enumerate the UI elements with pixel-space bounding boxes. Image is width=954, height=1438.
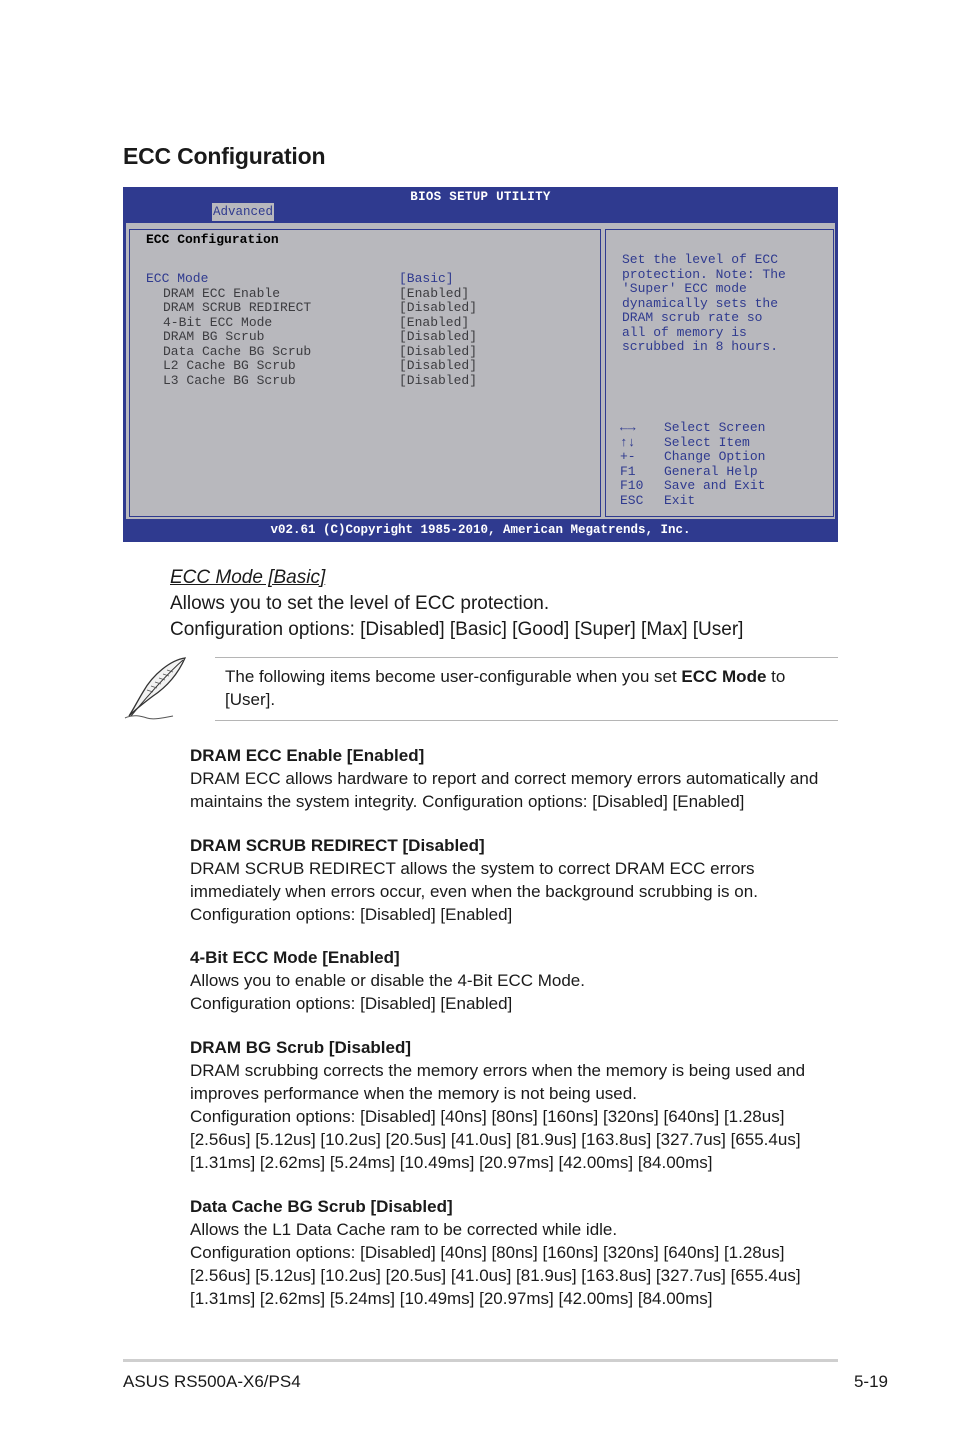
item-description-line: Configuration options: [Disabled] [40ns] [80ns] [160ns] [320ns] [640ns] [1.28us] xyxy=(190,1243,785,1262)
item-description-line: DRAM ECC allows hardware to report and correct memory errors automatically and xyxy=(190,769,819,788)
bios-option-label[interactable]: DRAM ECC Enable xyxy=(163,285,281,301)
ecc-mode-heading: ECC Mode [Basic] xyxy=(170,567,326,588)
key-action: Exit xyxy=(664,492,696,508)
item-description-line: improves performance when the memory is not being used. xyxy=(190,1084,637,1103)
key-label: ←→ xyxy=(620,420,636,435)
bios-header-title: BIOS SETUP UTILITY xyxy=(410,190,551,204)
bios-help-panel xyxy=(605,229,834,517)
bios-screenshot xyxy=(123,187,838,542)
item-heading: DRAM BG Scrub [Disabled] xyxy=(190,1038,412,1057)
bios-option-value[interactable]: [Enabled] xyxy=(399,285,470,301)
item-heading: DRAM SCRUB REDIRECT [Disabled] xyxy=(190,836,485,855)
bios-key-hint xyxy=(620,449,765,464)
ecc-mode-options: Configuration options: [Disabled] [Basic] [Good] [Super] [Max] [User] xyxy=(170,619,744,640)
item-description-line: immediately when errors occur, even when the background scrubbing is on. xyxy=(190,882,758,901)
bios-help-line: protection. Note: The xyxy=(622,266,786,282)
bios-key-hint xyxy=(620,435,750,450)
feather-pen-icon xyxy=(123,652,191,722)
note-text-after: to xyxy=(766,667,786,686)
item-description-line: Configuration options: [Disabled] [Enabled] xyxy=(190,905,513,924)
key-label: F10 xyxy=(620,478,644,493)
item-description-line: [2.56us] [5.12us] [10.2us] [20.5us] [41.0us] [81.9us] [163.8us] [327.7us] [655.4us] xyxy=(190,1130,801,1149)
bios-option-label[interactable]: Data Cache BG Scrub xyxy=(163,343,312,359)
item-description-line: Configuration options: [Disabled] [40ns] [80ns] [160ns] [320ns] [640ns] [1.28us] xyxy=(190,1107,785,1126)
item-heading: DRAM ECC Enable [Enabled] xyxy=(190,746,425,765)
note-text-line2: [User]. xyxy=(225,690,276,709)
note-text-before: The following items become user-configurable when you set xyxy=(225,667,682,686)
bios-option-value[interactable]: [Basic] xyxy=(399,271,454,286)
note-text xyxy=(225,665,835,711)
bios-option-value[interactable]: [Disabled] xyxy=(399,358,478,373)
key-action: Change Option xyxy=(664,449,766,464)
bios-option-value[interactable]: [Disabled] xyxy=(399,372,478,388)
bios-help-line: all of memory is xyxy=(622,324,747,340)
bios-option-value[interactable]: [Disabled] xyxy=(399,343,478,359)
bios-body xyxy=(126,223,835,519)
bios-option-label[interactable]: ECC Mode xyxy=(146,271,209,286)
key-label: +- xyxy=(620,449,636,464)
item-description-line: DRAM SCRUB REDIRECT allows the system to correct DRAM ECC errors xyxy=(190,859,755,878)
bios-help-line: Set the level of ECC xyxy=(622,252,779,267)
item-heading: 4-Bit ECC Mode [Enabled] xyxy=(190,948,400,967)
bios-key-hint xyxy=(620,464,758,479)
panel-title: ECC Configuration xyxy=(146,232,279,247)
bios-key-hint xyxy=(620,493,695,508)
bios-help-line: dynamically sets the xyxy=(622,295,779,311)
footer-page-number: 5-19 xyxy=(853,1372,888,1391)
key-action: General Help xyxy=(664,463,758,479)
bios-help-line: scrubbed in 8 hours. xyxy=(622,339,779,354)
item-description-line: DRAM scrubbing corrects the memory errors when the memory is being used and xyxy=(190,1061,806,1080)
item-description-line: [2.56us] [5.12us] [10.2us] [20.5us] [41.0us] [81.9us] [163.8us] [327.7us] [655.4us] xyxy=(190,1266,801,1285)
item-heading: Data Cache BG Scrub [Disabled] xyxy=(190,1197,453,1216)
bios-option-value[interactable]: [Disabled] xyxy=(399,329,478,344)
bios-help-line: DRAM scrub rate so xyxy=(622,310,763,325)
bios-key-hint xyxy=(620,478,765,493)
bios-option-label[interactable]: DRAM BG Scrub xyxy=(163,329,265,344)
bios-key-hint xyxy=(620,420,765,435)
item-description-line: [1.31ms] [2.62ms] [5.24ms] [10.49ms] [20.97ms] [42.00ms] [84.00ms] xyxy=(190,1289,713,1308)
bios-help-line: 'Super' ECC mode xyxy=(622,281,747,296)
key-action: Select Screen xyxy=(664,420,766,435)
page-title: ECC Configuration xyxy=(123,143,326,169)
bios-option-label[interactable]: L3 Cache BG Scrub xyxy=(163,372,296,388)
tab-advanced[interactable]: Advanced xyxy=(213,205,274,219)
ecc-mode-description: Allows you to set the level of ECC protection. xyxy=(170,593,550,614)
bios-option-label[interactable]: 4-Bit ECC Mode xyxy=(163,314,273,330)
key-action: Select Item xyxy=(664,434,750,450)
note-bottom-rule xyxy=(215,720,838,721)
item-description-line: Configuration options: [Disabled] [Enabled] xyxy=(190,994,513,1013)
footer-model: ASUS RS500A-X6/PS4 xyxy=(123,1372,301,1391)
note-top-rule xyxy=(215,657,838,658)
item-description-line: maintains the system integrity. Configuration options: [Disabled] [Enabled] xyxy=(190,792,745,811)
footer-rule xyxy=(123,1359,838,1362)
key-action: Save and Exit xyxy=(664,478,766,493)
item-description-line: Allows the L1 Data Cache ram to be corrected while idle. xyxy=(190,1220,618,1239)
bios-option-label[interactable]: DRAM SCRUB REDIRECT xyxy=(163,300,312,315)
bios-options-panel xyxy=(129,229,601,517)
bios-option-value[interactable]: [Disabled] xyxy=(399,300,478,315)
key-label: ESC xyxy=(620,492,644,508)
note-text-bold: ECC Mode xyxy=(681,667,767,686)
item-description-line: [1.31ms] [2.62ms] [5.24ms] [10.49ms] [20.97ms] [42.00ms] [84.00ms] xyxy=(190,1153,713,1172)
key-label: ↑↓ xyxy=(620,434,636,450)
bios-option-value[interactable]: [Enabled] xyxy=(399,314,470,330)
bios-option-label[interactable]: L2 Cache BG Scrub xyxy=(163,358,296,373)
bios-footer: v02.61 (C)Copyright 1985-2010, American Megatrends, Inc. xyxy=(270,523,691,537)
item-description-line: Allows you to enable or disable the 4-Bit ECC Mode. xyxy=(190,971,585,990)
key-label: F1 xyxy=(620,463,636,479)
